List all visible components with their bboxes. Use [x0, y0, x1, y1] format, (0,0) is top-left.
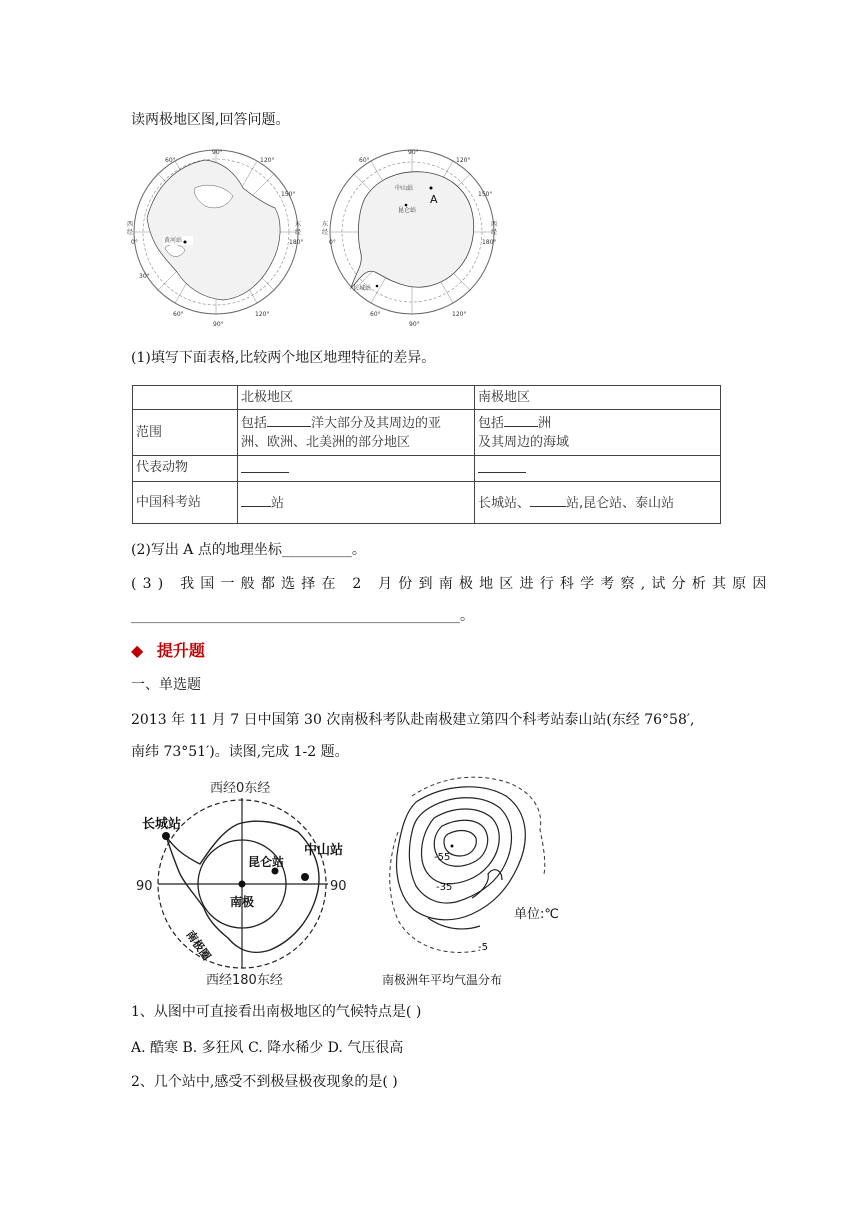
station-south-blank[interactable]: [530, 492, 566, 507]
svg-text:西: 西: [127, 221, 134, 228]
question-2-text: (2)写出 A 点的地理坐标__________。: [131, 542, 366, 558]
question-1: 1、从图中可直接看出南极地区的气候特点是( ): [131, 1004, 422, 1020]
station-zhongshan-label: 中山站: [304, 843, 344, 858]
table-corner-cell: [133, 386, 238, 410]
south-station-changcheng: 长城站: [353, 285, 372, 292]
antarctic-circle-label: 南极圈: [183, 928, 214, 963]
intro-text: 读两极地区图,回答问题。: [131, 112, 290, 128]
range-north-cell: 包括 洋大部分及其周边的亚 洲、欧洲、北美洲的部分地区: [238, 410, 475, 456]
svg-text:180°: 180°: [289, 239, 304, 246]
range-north-blank[interactable]: [267, 412, 311, 427]
svg-text:经: 经: [491, 229, 498, 236]
passage-line-2: 南纬 73°51′)。读图,完成 1-2 题。: [131, 744, 349, 760]
svg-text:120°: 120°: [260, 157, 275, 164]
section-heading: [131, 638, 205, 661]
range-south-blank[interactable]: [504, 412, 538, 427]
row-label-animal: 代表动物: [133, 456, 238, 482]
svg-text:90°: 90°: [213, 321, 224, 328]
south-pole-label: 南极: [230, 895, 255, 909]
station-north-blank[interactable]: [241, 492, 271, 507]
north-polar-map: [127, 149, 303, 328]
isotherm-minus5: -5: [478, 942, 488, 953]
svg-text:120°: 120°: [452, 311, 467, 318]
range-south-cell: 包括 洲 及其周边的海域: [475, 410, 721, 456]
temperature-map-caption: 南极洲年平均气温分布: [382, 973, 503, 987]
south-station-kunlun: 昆仑站: [398, 207, 417, 214]
svg-text:90°: 90°: [212, 149, 223, 156]
header-south: 南极地区: [475, 386, 721, 410]
north-station-label: 黄河站: [164, 237, 183, 244]
isotherm-minus35: -35: [436, 882, 453, 893]
station-changcheng-label: 长城站: [142, 817, 182, 832]
meridian-right-label: 90: [330, 879, 347, 894]
svg-text:90°: 90°: [409, 321, 420, 328]
header-north: 北极地区: [238, 386, 475, 410]
animal-south-cell: [475, 456, 721, 482]
question-1-options: A. 酷寒 B. 多狂风 C. 降水稀少 D. 气压很高: [131, 1040, 404, 1056]
temperature-map: [368, 770, 598, 995]
svg-text:0°: 0°: [329, 239, 336, 246]
table-row-station: [133, 482, 721, 524]
svg-text:西: 西: [491, 221, 498, 228]
antarctica-map: [130, 770, 360, 995]
station-north-cell: 站: [238, 482, 475, 524]
svg-text:30°: 30°: [139, 273, 150, 280]
question-3-blank[interactable]: _______________________________________________。: [131, 608, 474, 624]
comparison-table: [132, 385, 721, 524]
svg-text:180°: 180°: [482, 239, 497, 246]
svg-text:60°: 60°: [370, 311, 381, 318]
south-station-zhongshan: 中山站: [395, 185, 414, 192]
passage-line-1: 2013 年 11 月 7 日中国第 30 次南极科考队赴南极建立第四个科考站泰山站(东经 76°58′,: [131, 712, 695, 728]
svg-text:150°: 150°: [478, 191, 493, 198]
section-heading-text: 提升题: [156, 641, 205, 660]
svg-text:120°: 120°: [456, 157, 471, 164]
row-label-station: 中国科考站: [133, 482, 238, 524]
table-header-row: [133, 386, 721, 410]
question-2: 2、几个站中,感受不到极昼极夜现象的是( ): [131, 1074, 398, 1090]
svg-text:经: 经: [127, 229, 134, 236]
svg-text:60°: 60°: [173, 311, 184, 318]
table-row-animal: [133, 456, 721, 482]
station-south-cell: 长城站、 站,昆仑站、泰山站: [475, 482, 721, 524]
question-3-text: (3) 我国一般都选择在 2 月份到南极地区进行科学考察,试分析其原因: [131, 576, 773, 592]
svg-text:经: 经: [322, 229, 329, 236]
svg-text:60°: 60°: [359, 157, 370, 164]
animal-north-blank[interactable]: [241, 458, 289, 473]
meridian-left-label: 90: [136, 879, 153, 894]
isotherm-minus55: -55: [434, 852, 451, 863]
svg-text:120°: 120°: [255, 311, 270, 318]
svg-text:0°: 0°: [131, 239, 138, 246]
station-kunlun-label: 昆仑站: [248, 855, 285, 869]
meridian-top-label: 西经0东经: [210, 781, 271, 796]
animal-north-cell: [238, 456, 475, 482]
sub-heading: 一、单选题: [131, 677, 201, 693]
question-1-text: (1)填写下面表格,比较两个地区地理特征的差异。: [131, 350, 436, 366]
animal-south-blank[interactable]: [478, 458, 526, 473]
svg-text:东: 东: [322, 221, 329, 228]
svg-text:经: 经: [295, 229, 302, 236]
svg-text:60°: 60°: [165, 157, 176, 164]
south-polar-map: [322, 149, 497, 328]
diamond-icon: ◆: [131, 641, 144, 660]
polar-maps-figure: [125, 148, 515, 328]
svg-text:东: 东: [295, 221, 302, 228]
table-row-range: [133, 410, 721, 456]
temperature-unit: 单位:℃: [514, 907, 559, 922]
point-a-label: A: [430, 193, 438, 206]
row-label-range: 范围: [133, 410, 238, 456]
meridian-bottom-label: 西经180东经: [206, 973, 283, 988]
svg-text:90°: 90°: [408, 149, 419, 156]
svg-text:150°: 150°: [281, 191, 296, 198]
